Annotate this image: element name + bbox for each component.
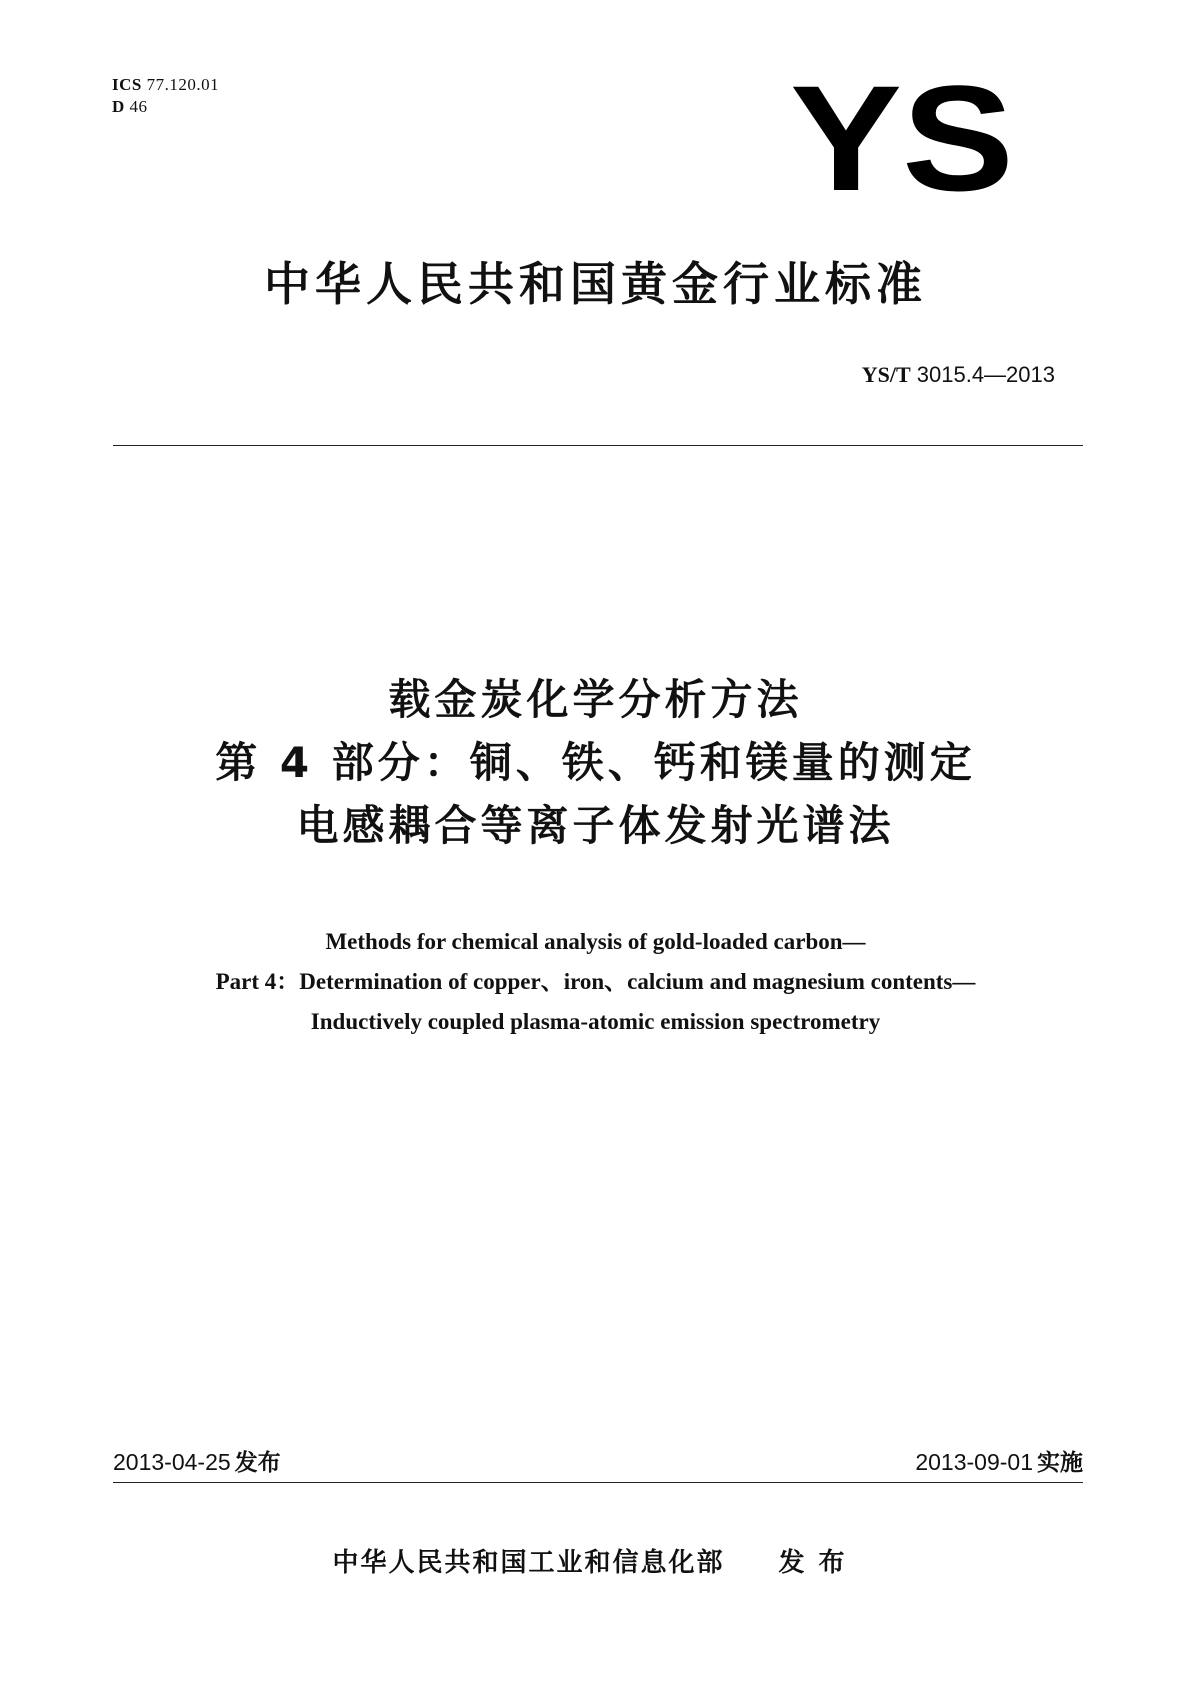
- effective-date-block: [915, 1444, 1083, 1477]
- class-line: [112, 96, 219, 118]
- org-title: 中华人民共和国黄金行业标准: [264, 257, 927, 311]
- english-title-line-3: Inductively coupled plasma-atomic emission spectrometry: [310, 1009, 881, 1034]
- issue-date: 2013-04-25: [113, 1449, 231, 1475]
- effective-date: 2013-09-01: [915, 1449, 1033, 1475]
- ys-logo: [786, 78, 1018, 216]
- standard-code: 3015.4—2013: [916, 362, 1055, 387]
- bottom-divider: [113, 1482, 1083, 1483]
- publisher-word: 发布: [778, 1548, 859, 1578]
- english-title-line-2: Part 4：Determination of copper、iron、calcium and magnesium contents—: [215, 969, 976, 994]
- chinese-title-line-1: 载金炭化学分析方法: [388, 675, 803, 724]
- publisher: [0, 1542, 1191, 1579]
- effective-word: 实施: [1037, 1450, 1083, 1476]
- ics-block: [112, 74, 219, 118]
- english-title: [0, 922, 1191, 1042]
- ics-code: 77.120.01: [146, 75, 220, 94]
- standard-number: [862, 362, 1055, 388]
- class-code: 46: [129, 97, 148, 116]
- english-title-line-1: Methods for chemical analysis of gold-loaded carbon—: [325, 929, 866, 954]
- top-divider: [113, 445, 1083, 446]
- ys-logo-text: YS: [790, 78, 1014, 216]
- issue-date-block: [113, 1444, 281, 1477]
- chinese-title: [0, 668, 1191, 857]
- issue-word: 发布: [234, 1450, 281, 1476]
- ics-line: [112, 74, 219, 96]
- ics-label: ICS: [112, 75, 142, 94]
- class-label: D: [112, 97, 125, 116]
- publisher-name: 中华人民共和国工业和信息化部: [332, 1548, 725, 1578]
- chinese-title-line-2: 第 4 部分：铜、铁、钙和镁量的测定: [215, 738, 976, 787]
- standard-prefix: YS/T: [861, 362, 911, 387]
- chinese-title-line-3: 电感耦合等离子体发射光谱法: [296, 801, 895, 850]
